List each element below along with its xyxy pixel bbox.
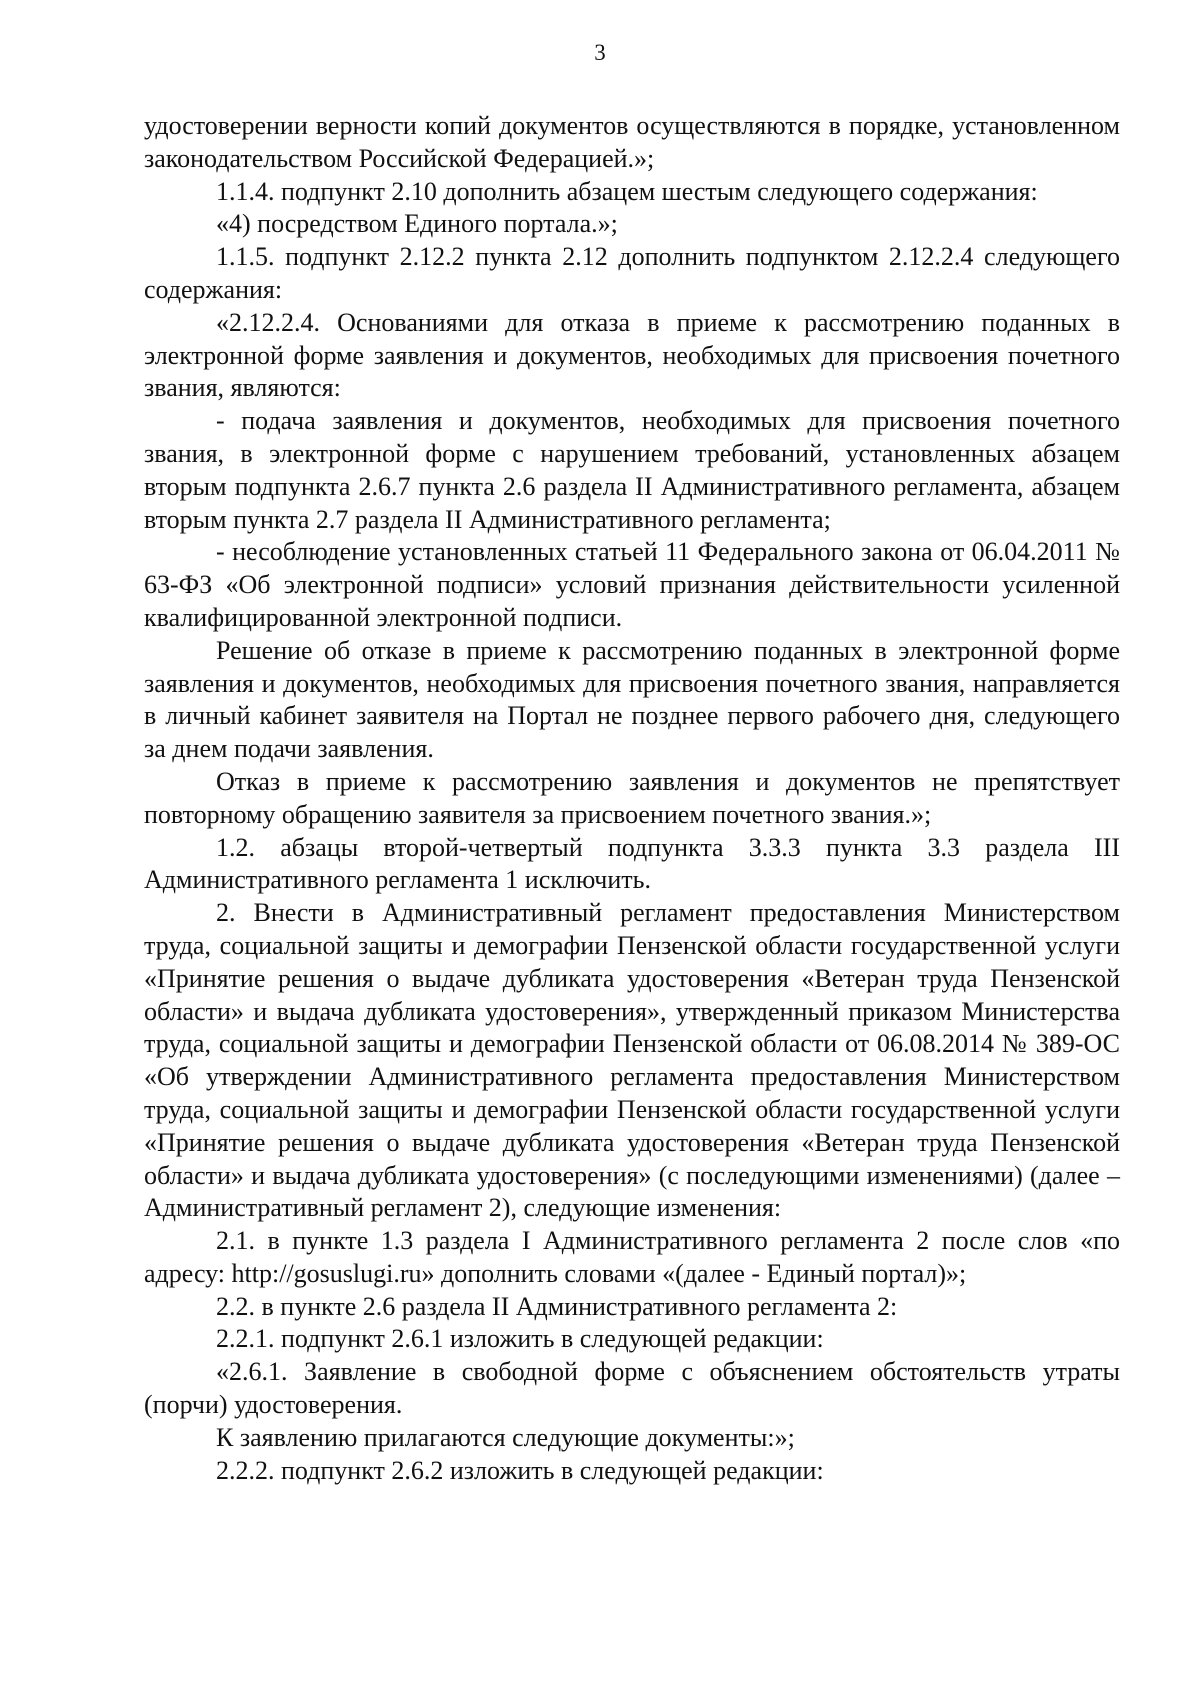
- paragraph: К заявлению прилагаются следующие документы:»;: [216, 1422, 795, 1452]
- paragraph: Отказ в приеме к рассмотрению заявления и документов не препятствует повторному обращению заявителя за присвоением почетного звания.»;: [144, 766, 1120, 829]
- paragraph: Решение об отказе в приеме к рассмотрению поданных в электронной форме заявления и документов, необходимых для присвоения почетного звания, направляется в личный кабинет заявителя на Портал не позднее первого рабочего дня, следующего за днем подачи заявления.: [144, 635, 1120, 764]
- paragraph: 2.2. в пункте 2.6 раздела II Административного регламента 2:: [216, 1291, 898, 1321]
- paragraph: 1.1.4. подпункт 2.10 дополнить абзацем шестым следующего содержания:: [216, 176, 1038, 206]
- paragraph: 1.2. абзацы второй-четвертый подпункта 3.3.3 пункта 3.3 раздела III Административного регламента 1 исключить.: [144, 832, 1120, 895]
- paragraph: 2.1. в пункте 1.3 раздела I Административного регламента 2 после слов «по адресу: http://gosuslugi.ru» дополнить словами «(далее - Единый портал)»;: [144, 1226, 1120, 1288]
- document-body: [144, 110, 1120, 1487]
- paragraph: - подача заявления и документов, необходимых для присвоения почетного звания, в электронной форме с нарушением требований, установленных абзацем вторым подпункта 2.6.7 пункта 2.6 раздела II Административного регламента, абзацем вторым пункта 2.7 раздела II Административного регламента;: [144, 406, 1120, 534]
- paragraph: «2.6.1. Заявление в свободной форме с объяснением обстоятельств утраты (порчи) удостоверения.: [144, 1357, 1120, 1420]
- paragraph: удостоверении верности копий документов осуществляются в порядке, установленном законодательством Российской Федерацией.»;: [144, 111, 1120, 173]
- paragraph: - несоблюдение установленных статьей 11 Федерального закона от 06.04.2011 № 63-ФЗ «Об электронной подписи» условий признания действительности усиленной квалифицированной электронной подписи.: [144, 537, 1120, 632]
- paragraph: «4) посредством Единого портала.»;: [216, 209, 618, 239]
- paragraph: 2.2.2. подпункт 2.6.2 изложить в следующей редакции:: [216, 1455, 824, 1485]
- paragraph: 1.1.5. подпункт 2.12.2 пункта 2.12 дополнить подпунктом 2.12.2.4 следующего содержания:: [144, 242, 1120, 304]
- paragraph: «2.12.2.4. Основаниями для отказа в приеме к рассмотрению поданных в электронной форме заявления и документов, необходимых для присвоения почетного звания, являются:: [144, 307, 1120, 403]
- paragraph: 2. Внести в Административный регламент предоставления Министерством труда, социальной защиты и демографии Пензенской области государственной услуги «Принятие решения о выдаче дубликата удостоверения «Ветеран труда Пензенской области» и выдача дубликата удостоверения», утвержденный приказом Министерства труда, социальной защиты и демографии Пензенской области от 06.08.2014 № 389-ОС «Об утверждении Административного регламента предоставления Министерством труда, социальной защиты и демографии Пензенской области государственной услуги «Принятие решения о выдаче дубликата удостоверения «Ветеран труда Пензенской области» и выдача дубликата удостоверения» (с последующими изменениями) (далее – Административный регламент 2), следующие изменения:: [144, 898, 1120, 1223]
- paragraph: 2.2.1. подпункт 2.6.1 изложить в следующей редакции:: [216, 1324, 824, 1354]
- page-number: 3: [594, 40, 606, 65]
